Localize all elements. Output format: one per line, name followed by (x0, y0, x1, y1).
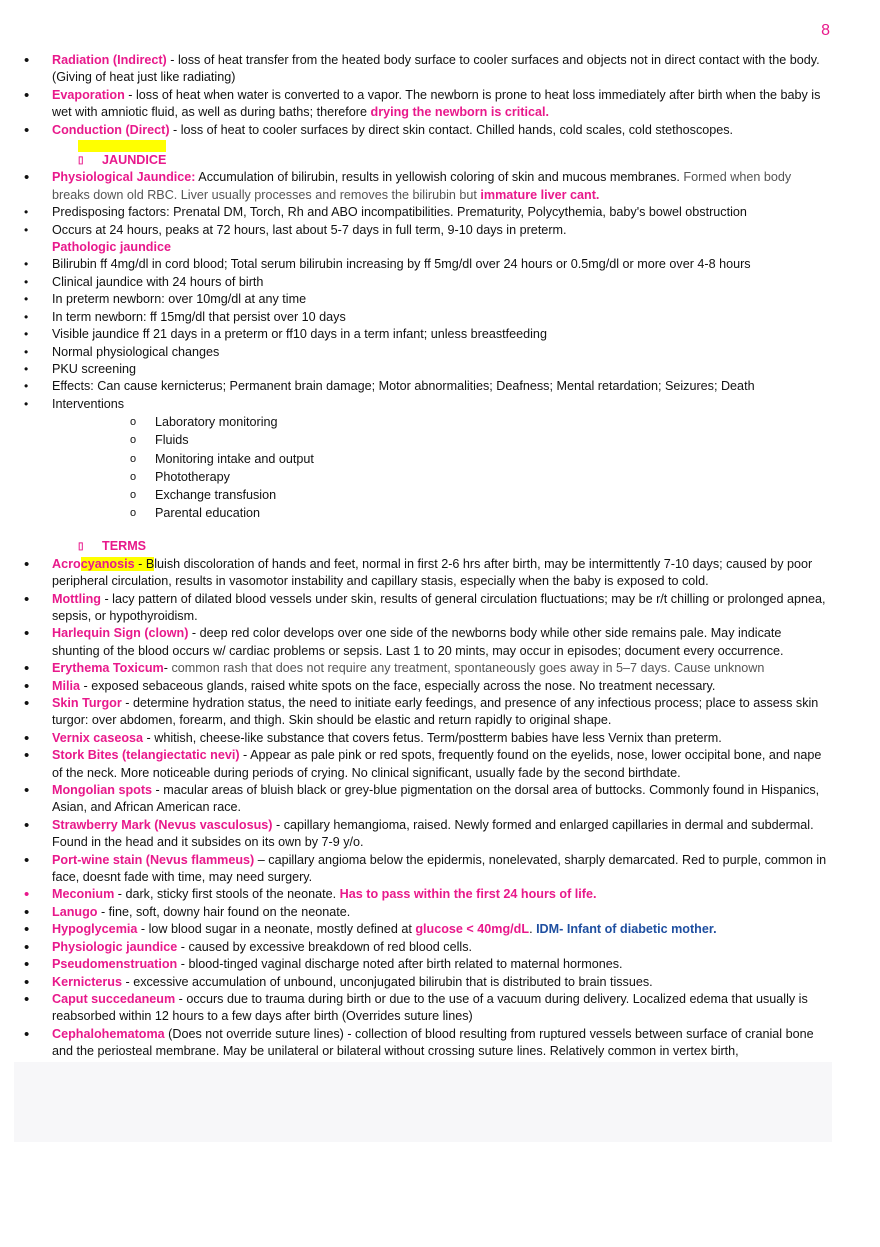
list-item: • Visible jaundice ff 21 days in a preterm or ff10 days in a term infant; unless breastfeeding (22, 326, 832, 343)
bullet-icon: • (24, 903, 30, 921)
list-item: • Physiologic jaundice - caused by excessive breakdown of red blood cells. (24, 938, 473, 956)
bullet-icon: • (24, 344, 29, 359)
highlight-mark (78, 140, 166, 152)
circle-bullet-icon: o (130, 452, 137, 465)
sub-list-item: o Laboratory monitoring (22, 413, 832, 431)
bullet-icon: • (24, 379, 29, 394)
bullet-icon: • (24, 1025, 30, 1043)
spacer (22, 522, 832, 538)
definition: loss of heat to cooler surfaces by direct skin contact. Chilled hands, cold scales, cold stethoscopes. (180, 122, 734, 137)
bullet-icon: • (24, 555, 30, 573)
circle-bullet-icon: o (130, 488, 137, 501)
list-item: • Predisposing factors: Prenatal DM, Torch, Rh and ABO incompatibilities. Prematurity, Polycythemia, baby's bowel obstruction (22, 204, 832, 221)
bullet-icon: • (24, 625, 30, 643)
definition: loss of heat when water is converted to a vapor. The newborn is prone to heat loss immediately after birth when the baby is wet with amniotic fluid, as well as during baths; therefore (52, 87, 821, 120)
sub-list-item: o Fluids (22, 431, 832, 449)
list-item (22, 87, 832, 122)
list-item: • Cephalohematoma (Does not override suture lines) - collection of blood resulting from ruptured vessels between surface of cranial bone and the periosteal membrane. May be unilateral or bilateral without crossing suture lines. Relatively common in vertex birth, (24, 1025, 814, 1059)
bullet-icon: • (24, 973, 30, 991)
list-item: • Port-wine stain (Nevus flammeus) – capillary angioma below the epidermis, nonelevated, sharply demarcated. Red to purple, common in face, doesnt fade with time, may need surgery. (24, 851, 827, 885)
list-item: • Interventions (22, 396, 832, 413)
bullet-icon: • (24, 938, 30, 956)
bullet-icon: • (24, 677, 30, 695)
bullet-icon: • (24, 956, 30, 974)
separator: - (124, 87, 136, 102)
bullet-icon: • (24, 886, 30, 904)
term: Evaporation (52, 87, 125, 102)
term: Radiation (Indirect) (52, 53, 167, 67)
list-item: • Mottling - lacy pattern of dilated blood vessels under skin, results of general circulation fluctuations; may be r/t chilling or prolonged apnea, sepsis, or hypothyroidism. (24, 590, 826, 623)
bullet-icon: • (24, 169, 30, 187)
list-item: • Clinical jaundice with 24 hours of birth (22, 274, 832, 291)
list-item: • Stork Bites (telangiectatic nevi) - Appear as pale pink or red spots, frequently found on the eyelids, nose, lower occipital bone, and nape of the neck. More noticeable during periods of crying. No clinical significant, usually fade by the second birthdate. (24, 747, 822, 780)
bullet-icon: • (24, 660, 30, 678)
list-item: • Meconium - dark, sticky first stools of the neonate. Has to pass within the first 24 hours of life. (24, 886, 597, 904)
circle-bullet-icon: o (130, 507, 137, 520)
section-heading-jaundice: ▯ JAUNDICE (22, 152, 832, 169)
bullet-icon: • (24, 990, 30, 1008)
bullet-icon: • (24, 851, 30, 869)
bullet-icon: • (24, 222, 29, 237)
bullet-icon: • (24, 327, 29, 342)
separator: - (169, 122, 181, 137)
circle-bullet-icon: o (130, 416, 137, 429)
bullet-icon: • (24, 309, 29, 324)
list-item: • Erythema Toxicum- common rash that does not require any treatment, spontaneously goes away in 5–7 days. Cause unknown (24, 660, 765, 678)
list-item: • Bilirubin ff 4mg/dl in cord blood; Total serum bilirubin increasing by ff 5mg/dl over 24 hours or 0.5mg/dl or more over 4-8 hours (22, 256, 832, 273)
term: Conduction (Direct) (52, 122, 170, 137)
page-number: 8 (821, 22, 830, 39)
section-heading-terms: ▯ TERMS (22, 538, 832, 555)
document-body (22, 52, 832, 1061)
bullet-icon: • (24, 257, 29, 272)
bullet-icon: • (24, 274, 29, 289)
bullet-icon: • (24, 695, 30, 712)
arrow-bullet-icon: ▯ (78, 541, 84, 553)
separator: - (166, 53, 178, 67)
bullet-icon: • (24, 86, 30, 104)
bullet-icon: • (24, 205, 29, 220)
sub-list-item: o Phototherapy (22, 468, 832, 486)
list-item (22, 52, 832, 87)
circle-bullet-icon: o (130, 434, 137, 447)
bullet-icon: • (24, 396, 29, 411)
list-item (22, 122, 832, 139)
list-item: • Caput succedaneum - occurs due to trauma during birth or due to the use of a vacuum during delivery. Localized edema that usually is reabsorbed within 12 hours to a few days after birth (Overrides suture lines) (24, 990, 808, 1024)
arrow-bullet-icon: ▯ (78, 155, 84, 167)
bullet-icon: • (24, 816, 30, 834)
sub-list-item: o Parental education (22, 504, 832, 522)
list-item: • Kernicterus - excessive accumulation of unbound, unconjugated bilirubin that is distributed to brain tissues. (24, 973, 653, 991)
list-item: • Normal physiological changes (22, 344, 832, 361)
list-item: • Hypoglycemia - low blood sugar in a neonate, mostly defined at glucose < 40mg/dL. IDM- Infant of diabetic mother. (24, 921, 717, 939)
list-item: • Harlequin Sign (clown) - deep red color develops over one side of the newborns body while other side remains pale. May indicate shunting of the blood occurs w/ cardiac problems or sepsis. Last 1 to 20 mints, may occur in episodes; document every occurrence. (24, 625, 784, 658)
bullet-icon: • (24, 747, 30, 765)
list-item: • Lanugo - fine, soft, downy hair found on the neonate. (24, 903, 351, 921)
list-item: • Milia - exposed sebaceous glands, raised white spots on the face, especially across the nose. No treatment necessary. (24, 677, 716, 695)
emphasis: drying the newborn is critical. (370, 105, 549, 120)
bullet-icon: • (24, 292, 29, 307)
subheading-pathologic: Pathologic jaundice (52, 240, 171, 255)
list-item: • In term newborn: ff 15mg/dl that persist over 10 days (22, 309, 832, 326)
list-item: • Strawberry Mark (Nevus vasculosus) - capillary hemangioma, raised. Newly formed and enlarged capillaries in dermal and subdermal. Found in the head and it subsides on its own by 7-9 y/o. (24, 816, 814, 850)
bullet-icon: • (24, 782, 30, 800)
bullet-icon: • (24, 590, 30, 608)
circle-bullet-icon: o (130, 470, 137, 483)
list-item: • Skin Turgor - determine hydration status, the need to initiate early feedings, and presence of any infectious process; place to assess skin turgor: over abdomen, forearm, and thigh. Skin should be elastic and return rapidly to original shape. (24, 695, 819, 728)
page-fade-region (14, 1062, 832, 1142)
bullet-icon: • (24, 921, 30, 939)
list-item: • Pseudomenstruation - blood-tinged vaginal discharge noted after birth related to maternal hormones. (24, 956, 623, 974)
term: Physiological Jaundice: (52, 170, 196, 185)
list-item: • Occurs at 24 hours, peaks at 72 hours, last about 5-7 days in full term, 9-10 days in preterm. (22, 222, 832, 239)
bullet-icon: • (24, 121, 30, 139)
list-item: • Mongolian spots - macular areas of bluish black or grey-blue pigmentation on the dorsal area of buttocks. Commonly found in Hispanics, Asian, and African American race. (24, 782, 820, 815)
bullet-icon: • (24, 729, 30, 747)
bullet-icon: • (24, 361, 29, 376)
bullet-icon: • (24, 52, 30, 69)
definition: loss of heat transfer from the heated body surface to cooler surfaces and objects not in direct contact with the body. (Giving of heat just like radiating) (52, 53, 820, 85)
list-item: • PKU screening (22, 361, 832, 378)
sub-list-item: o Exchange transfusion (22, 486, 832, 504)
list-item: • Vernix caseosa - whitish, cheese-like substance that covers fetus. Term/postterm babies have less Vernix than preterm. (24, 729, 722, 747)
list-item: • In preterm newborn: over 10mg/dl at any time (22, 291, 832, 308)
list-item: • Effects: Can cause kernicterus; Permanent brain damage; Motor abnormalities; Deafness; Mental retardation; Seizures; Death (22, 378, 832, 395)
list-item: • Physiological Jaundice: Accumulation of bilirubin, results in yellowish coloring of skin and mucous membranes. Formed when body breaks down old RBC. Liver usually processes and removes the bilirubin but immature liver cant. (24, 169, 792, 202)
list-item: • Acrocyanosis - Bluish discoloration of hands and feet, normal in first 2-6 hrs after birth, may be intermittently 7-10 days; caused by poor peripheral circulation, results in vasomotor instability and capillary stasis, especially when the baby is exposed to cold. (24, 555, 813, 589)
sub-list-item: o Monitoring intake and output (22, 450, 832, 468)
